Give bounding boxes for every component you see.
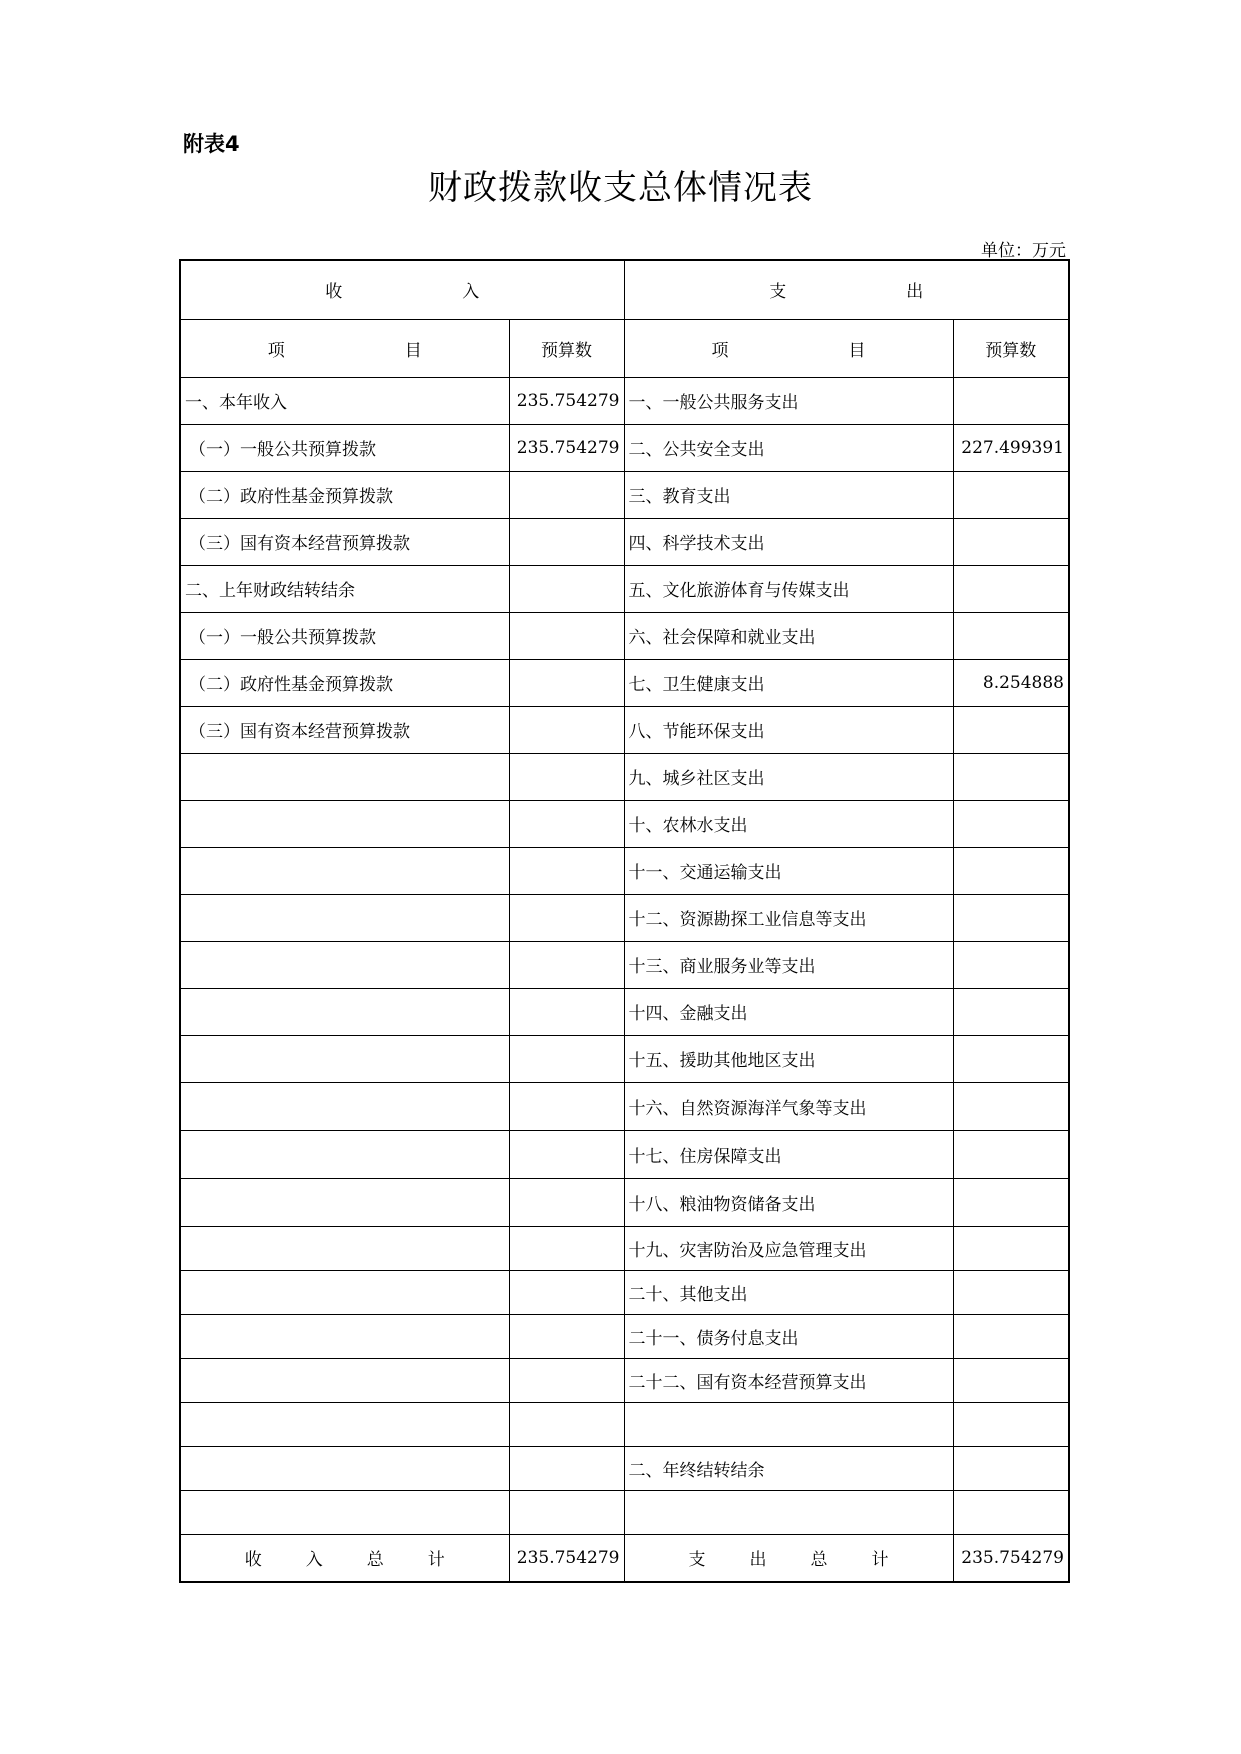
income-item-cell: （二）政府性基金预算拨款: [180, 471, 509, 518]
expense-value-cell: [953, 894, 1069, 941]
income-header-char-2: 入: [462, 282, 480, 303]
expense-item-cell: [624, 1490, 953, 1534]
table-row: [180, 1178, 1069, 1226]
expense-value-cell: [953, 471, 1069, 518]
expense-item-cell: 二十二、国有资本经营预算支出: [624, 1358, 953, 1402]
income-value-cell: [509, 941, 624, 988]
expense-item-cell: 十三、商业服务业等支出: [624, 941, 953, 988]
expense-item-cell: 八、节能环保支出: [624, 706, 953, 753]
expense-value-cell: 8.254888: [953, 659, 1069, 706]
table-row: [180, 847, 1069, 894]
expense-value-cell: [953, 1314, 1069, 1358]
expense-item-header-char-1: 项: [711, 340, 729, 361]
income-item-cell: [180, 1130, 509, 1178]
income-header-char-1: 收: [325, 282, 343, 303]
income-value-cell: [509, 1226, 624, 1270]
expense-total-char-1: 支: [688, 1550, 706, 1571]
income-item-cell: [180, 1314, 509, 1358]
expense-item-header-char-2: 目: [848, 340, 866, 361]
income-value-cell: [509, 1178, 624, 1226]
expense-budget-header: 预算数: [953, 319, 1069, 377]
expense-item-cell: 二十、其他支出: [624, 1270, 953, 1314]
income-value-cell: 235.754279: [509, 377, 624, 424]
expense-value-cell: [953, 1358, 1069, 1402]
income-value-cell: [509, 1130, 624, 1178]
income-item-cell: [180, 1270, 509, 1314]
expense-value-cell: [953, 1130, 1069, 1178]
expense-value-cell: [953, 1082, 1069, 1130]
expense-value-cell: [953, 753, 1069, 800]
expense-item-cell: 一、一般公共服务支出: [624, 377, 953, 424]
annex-label: 附表4: [183, 132, 240, 156]
expense-item-cell: 三、教育支出: [624, 471, 953, 518]
income-value-cell: [509, 1446, 624, 1490]
table-row: [180, 1402, 1069, 1446]
income-total-char-4: 计: [427, 1550, 445, 1571]
income-value-cell: [509, 753, 624, 800]
expense-item-cell: 九、城乡社区支出: [624, 753, 953, 800]
table-row: [180, 941, 1069, 988]
income-item-cell: [180, 1035, 509, 1082]
expense-total-char-4: 计: [871, 1550, 889, 1571]
income-total-value: 235.754279: [509, 1534, 624, 1582]
expense-item-cell: 十五、援助其他地区支出: [624, 1035, 953, 1082]
table-row: [180, 565, 1069, 612]
income-value-cell: [509, 847, 624, 894]
expense-value-cell: [953, 1446, 1069, 1490]
table-row: [180, 659, 1069, 706]
expense-item-cell: 十六、自然资源海洋气象等支出: [624, 1082, 953, 1130]
income-item-cell: [180, 1402, 509, 1446]
income-item-cell: [180, 1358, 509, 1402]
expense-total-value: 235.754279: [953, 1534, 1069, 1582]
expense-total-label: [624, 1534, 953, 1582]
header-row-columns: [180, 319, 1069, 377]
table-row: [180, 424, 1069, 471]
income-total-label: [180, 1534, 509, 1582]
income-value-cell: [509, 659, 624, 706]
income-item-cell: （三）国有资本经营预算拨款: [180, 518, 509, 565]
income-section-header: [180, 260, 624, 319]
income-value-cell: [509, 1402, 624, 1446]
expense-value-cell: [953, 1402, 1069, 1446]
expense-item-cell: 十四、金融支出: [624, 988, 953, 1035]
table-row: [180, 706, 1069, 753]
table-row: [180, 471, 1069, 518]
page-title: 财政拨款收支总体情况表: [428, 168, 813, 208]
table-row: [180, 800, 1069, 847]
income-item-header-char-2: 目: [404, 340, 422, 361]
totals-row: [180, 1534, 1069, 1582]
income-item-header: [180, 319, 509, 377]
income-item-cell: [180, 941, 509, 988]
income-value-cell: [509, 565, 624, 612]
income-total-char-3: 总: [366, 1550, 384, 1571]
income-value-cell: [509, 1314, 624, 1358]
expense-item-cell: 二、年终结转结余: [624, 1446, 953, 1490]
income-value-cell: 235.754279: [509, 424, 624, 471]
expense-value-cell: [953, 1270, 1069, 1314]
expense-item-cell: 十八、粮油物资储备支出: [624, 1178, 953, 1226]
expense-item-cell: 二十一、债务付息支出: [624, 1314, 953, 1358]
table-row: [180, 1490, 1069, 1534]
income-item-cell: [180, 1226, 509, 1270]
table-row: [180, 1358, 1069, 1402]
expense-value-cell: [953, 1490, 1069, 1534]
expense-value-cell: [953, 706, 1069, 753]
expense-value-cell: [953, 988, 1069, 1035]
income-total-char-2: 入: [305, 1550, 323, 1571]
income-item-cell: 一、本年收入: [180, 377, 509, 424]
income-item-cell: （二）政府性基金预算拨款: [180, 659, 509, 706]
table-row: [180, 1226, 1069, 1270]
expense-item-cell: 十二、资源勘探工业信息等支出: [624, 894, 953, 941]
income-budget-header: 预算数: [509, 319, 624, 377]
expense-value-cell: [953, 565, 1069, 612]
expense-value-cell: [953, 847, 1069, 894]
table-row: [180, 1446, 1069, 1490]
expense-value-cell: [953, 1226, 1069, 1270]
expense-value-cell: 227.499391: [953, 424, 1069, 471]
expense-item-cell: 十七、住房保障支出: [624, 1130, 953, 1178]
expense-item-cell: 七、卫生健康支出: [624, 659, 953, 706]
expense-header-char-2: 出: [906, 282, 924, 303]
income-value-cell: [509, 1082, 624, 1130]
expense-item-cell: 十、农林水支出: [624, 800, 953, 847]
table-row: [180, 988, 1069, 1035]
income-value-cell: [509, 894, 624, 941]
income-item-cell: 二、上年财政结转结余: [180, 565, 509, 612]
expense-total-char-2: 出: [749, 1550, 767, 1571]
income-item-cell: [180, 988, 509, 1035]
income-item-cell: [180, 1490, 509, 1534]
expense-item-cell: 五、文化旅游体育与传媒支出: [624, 565, 953, 612]
income-item-cell: （一）一般公共预算拨款: [180, 612, 509, 659]
income-item-cell: [180, 800, 509, 847]
income-item-cell: [180, 1178, 509, 1226]
table-row: [180, 612, 1069, 659]
expense-item-cell: 十九、灾害防治及应急管理支出: [624, 1226, 953, 1270]
table-row: [180, 1270, 1069, 1314]
income-item-cell: [180, 753, 509, 800]
income-value-cell: [509, 471, 624, 518]
income-item-cell: （一）一般公共预算拨款: [180, 424, 509, 471]
income-item-cell: [180, 894, 509, 941]
table-row: [180, 894, 1069, 941]
table-row: [180, 1035, 1069, 1082]
table-row: [180, 753, 1069, 800]
income-value-cell: [509, 800, 624, 847]
income-total-char-1: 收: [244, 1550, 262, 1571]
expense-item-header: [624, 319, 953, 377]
unit-label: 单位：万元: [981, 241, 1066, 261]
income-item-cell: [180, 1082, 509, 1130]
income-value-cell: [509, 1358, 624, 1402]
income-value-cell: [509, 1035, 624, 1082]
expense-item-cell: 四、科学技术支出: [624, 518, 953, 565]
income-item-cell: （三）国有资本经营预算拨款: [180, 706, 509, 753]
header-row-sections: [180, 260, 1069, 319]
table-row: [180, 1130, 1069, 1178]
expense-value-cell: [953, 518, 1069, 565]
table-row: [180, 1314, 1069, 1358]
income-value-cell: [509, 612, 624, 659]
expense-item-cell: 六、社会保障和就业支出: [624, 612, 953, 659]
income-item-cell: [180, 1446, 509, 1490]
income-value-cell: [509, 1490, 624, 1534]
expense-value-cell: [953, 612, 1069, 659]
table-row: [180, 518, 1069, 565]
expense-item-cell: [624, 1402, 953, 1446]
expense-value-cell: [953, 1035, 1069, 1082]
income-value-cell: [509, 988, 624, 1035]
table-row: [180, 377, 1069, 424]
income-item-cell: [180, 847, 509, 894]
expense-value-cell: [953, 800, 1069, 847]
income-value-cell: [509, 518, 624, 565]
expense-value-cell: [953, 1178, 1069, 1226]
expense-total-char-3: 总: [810, 1550, 828, 1571]
table-body: [180, 260, 1069, 1582]
income-item-header-char-1: 项: [267, 340, 285, 361]
expense-item-cell: 十一、交通运输支出: [624, 847, 953, 894]
expense-value-cell: [953, 941, 1069, 988]
expense-header-char-1: 支: [769, 282, 787, 303]
income-value-cell: [509, 706, 624, 753]
income-value-cell: [509, 1270, 624, 1314]
expense-value-cell: [953, 377, 1069, 424]
expense-item-cell: 二、公共安全支出: [624, 424, 953, 471]
budget-table: [179, 259, 1070, 1583]
table-row: [180, 1082, 1069, 1130]
expense-section-header: [624, 260, 1069, 319]
